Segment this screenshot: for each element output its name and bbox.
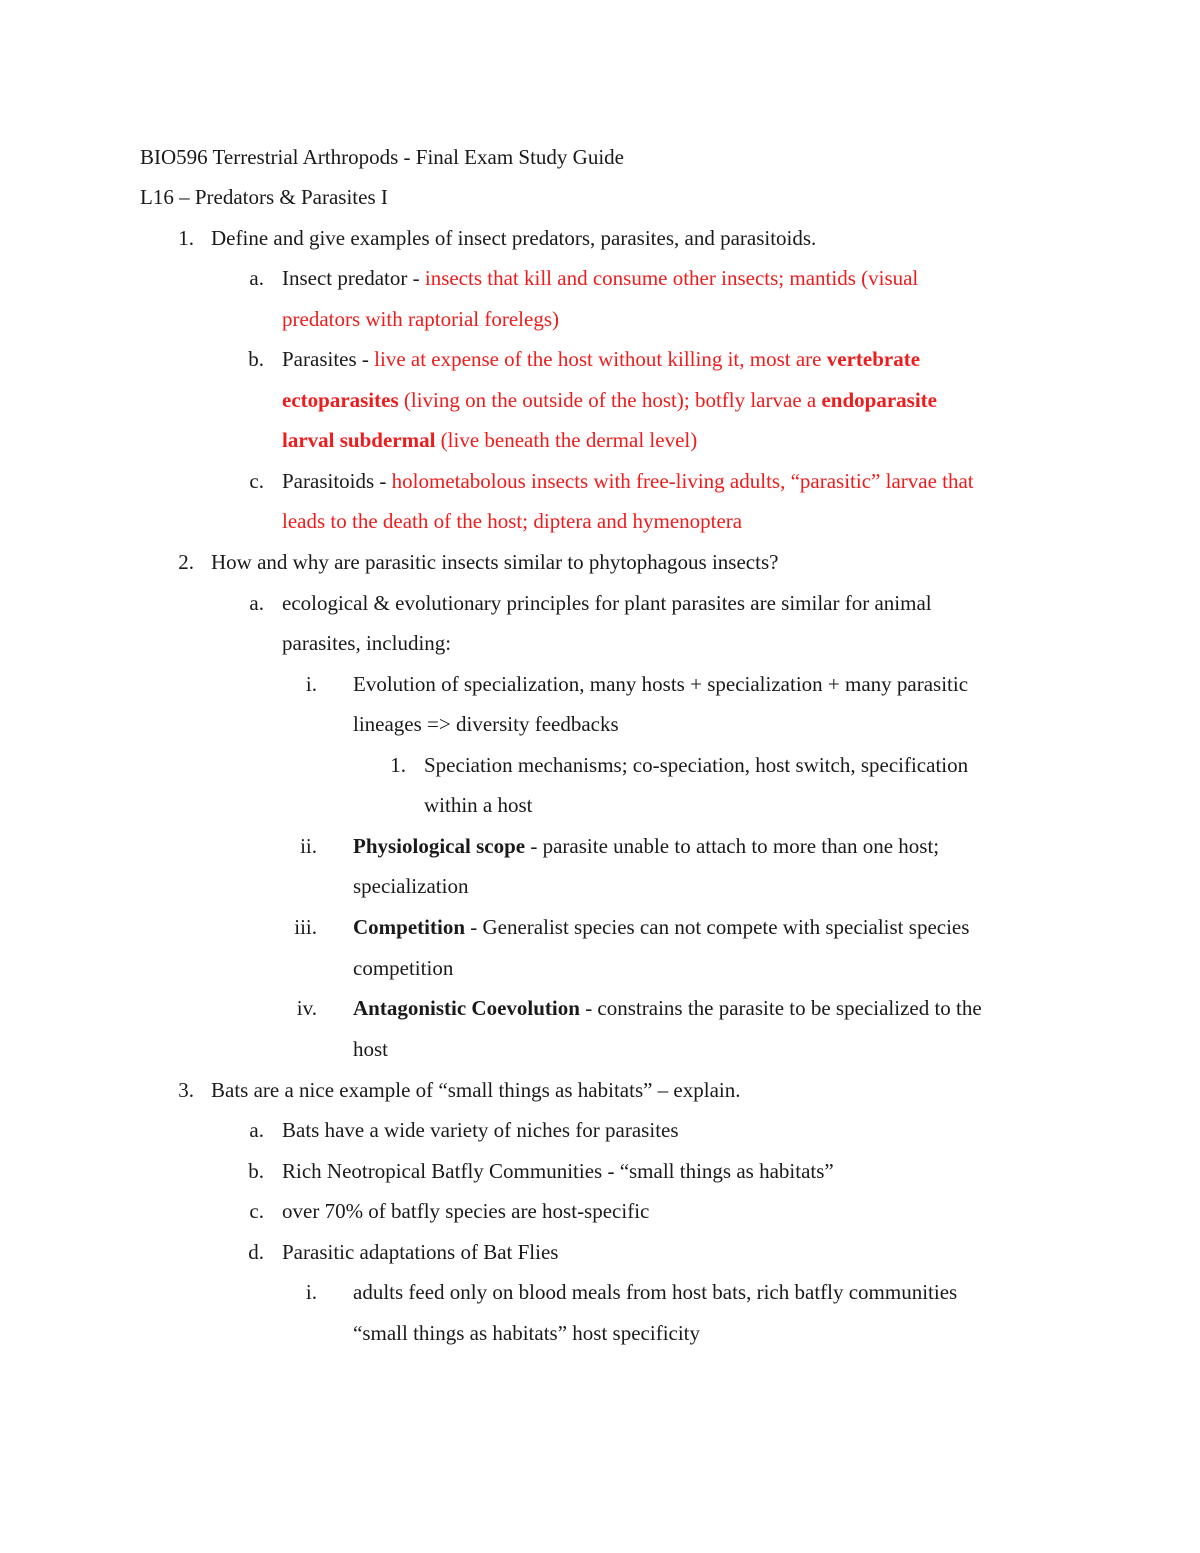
q1b-line-1	[282, 344, 920, 374]
q1a-line-2: predators with raptorial forelegs)	[282, 307, 559, 331]
q1a-answer: insects that kill and consume other insects; mantids (visual	[424, 266, 919, 290]
q2iv-text: - constrains the parasite to be specialized to the	[579, 996, 982, 1020]
q1b-bold-term: larval subdermal	[282, 428, 436, 452]
q1c-line-1	[282, 466, 974, 496]
list-number: 3.	[178, 1078, 194, 1102]
q2iii-line-1	[353, 912, 969, 942]
q1c-label: Parasitoids -	[282, 469, 392, 493]
q2ii-text: - parasite unable to attach to more than one host;	[525, 834, 940, 858]
q2a-line-1: ecological & evolutionary principles for plant parasites are similar for animal	[282, 591, 932, 615]
q1a-line-1	[282, 263, 918, 293]
q3di-line-1: adults feed only on blood meals from host bats, rich batfly communities	[353, 1280, 958, 1304]
list-letter: a.	[249, 266, 264, 290]
q2ii-line-2: specialization	[353, 874, 469, 898]
list-number: 1.	[178, 226, 194, 250]
q2iii-line-2: competition	[353, 956, 454, 980]
q2i1-line-1: Speciation mechanisms; co-speciation, host switch, specification	[424, 753, 969, 777]
list-letter: a.	[249, 1118, 264, 1142]
q3a-text: Bats have a wide variety of niches for parasites	[282, 1118, 679, 1142]
q2iv-line-2: host	[353, 1037, 389, 1061]
q1b-answer: (living on the outside of the host); botfly larvae a	[398, 388, 822, 412]
q3b-text: Rich Neotropical Batfly Communities - “small things as habitats”	[282, 1159, 834, 1183]
q2i-line-1: Evolution of specialization, many hosts + specialization + many parasitic	[353, 672, 969, 696]
list-letter: c.	[249, 1199, 264, 1223]
q3di-line-2: “small things as habitats” host specificity	[353, 1321, 701, 1345]
q1b-bold-term: vertebrate	[826, 347, 921, 371]
document-title: BIO596 Terrestrial Arthropods - Final Exam Study Guide	[140, 145, 624, 169]
q1b-label: Parasites -	[282, 347, 375, 371]
section-heading: L16 – Predators & Parasites I	[140, 185, 388, 209]
q1b-bold-term: ectoparasites	[282, 388, 399, 412]
list-roman: i.	[305, 672, 317, 696]
q3d-text: Parasitic adaptations of Bat Flies	[282, 1240, 559, 1264]
q2i-line-2: lineages => diversity feedbacks	[353, 712, 619, 736]
question-2: How and why are parasitic insects similar to phytophagous insects?	[211, 550, 779, 574]
list-roman: iii.	[294, 915, 317, 939]
q2ii-term: Physiological scope	[353, 834, 526, 858]
q1b-line-3	[282, 425, 697, 455]
q1b-bold-term: endoparasite	[821, 388, 937, 412]
question-1: Define and give examples of insect predators, parasites, and parasitoids.	[211, 226, 817, 250]
list-letter: d.	[248, 1240, 264, 1264]
list-letter: b.	[248, 1159, 264, 1183]
q1c-line-2: leads to the death of the host; diptera and hymenoptera	[282, 509, 743, 533]
q1c-answer: holometabolous insects with free-living adults, “parasitic” larvae that	[391, 469, 974, 493]
q1b-answer: live at expense of the host without killing it, most are	[374, 347, 827, 371]
list-number: 1.	[390, 753, 406, 777]
q2iv-term: Antagonistic Coevolution	[353, 996, 580, 1020]
list-number: 2.	[178, 550, 194, 574]
q2iii-term: Competition	[353, 915, 465, 939]
list-letter: c.	[249, 469, 264, 493]
list-letter: a.	[249, 591, 264, 615]
list-roman: ii.	[300, 834, 317, 858]
list-roman: iv.	[296, 996, 317, 1020]
q2a-line-2: parasites, including:	[282, 631, 452, 655]
q3c-text: over 70% of batfly species are host-specific	[282, 1199, 650, 1223]
q1b-line-2	[282, 385, 937, 415]
list-letter: b.	[248, 347, 264, 371]
q1a-label: Insect predator -	[282, 266, 425, 290]
question-3: Bats are a nice example of “small things as habitats” – explain.	[211, 1078, 741, 1102]
q2ii-line-1	[353, 831, 939, 861]
list-roman: i.	[305, 1280, 317, 1304]
q1b-answer: (live beneath the dermal level)	[435, 428, 698, 452]
q2i1-line-2: within a host	[424, 793, 533, 817]
q2iv-line-1	[353, 993, 982, 1023]
q2iii-text: - Generalist species can not compete with specialist species	[465, 915, 970, 939]
